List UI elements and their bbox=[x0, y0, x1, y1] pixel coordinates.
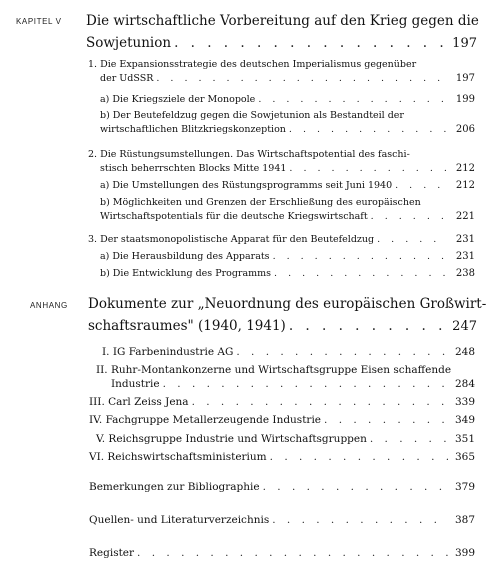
chapter-title-row bbox=[86, 35, 477, 51]
leader-dots bbox=[272, 514, 448, 526]
appendix-item-6-page: 365 bbox=[454, 451, 475, 463]
section-2-row bbox=[100, 163, 475, 174]
section-2b-line2: Wirtschaftspotentials für die deutsche Kriegswirtschaft bbox=[100, 211, 368, 222]
chapter-title-line1: Die wirtschaftliche Vorbereitung auf den Krieg gegen die bbox=[86, 13, 479, 29]
back-matter-1-page: 379 bbox=[454, 481, 475, 493]
section-3-row bbox=[88, 234, 475, 245]
appendix-item-1-page: 248 bbox=[454, 346, 475, 358]
section-2a-row bbox=[100, 180, 475, 191]
section-3b-page: 238 bbox=[455, 268, 475, 279]
leader-dots bbox=[371, 211, 448, 222]
appendix-item-4-page: 349 bbox=[454, 414, 475, 426]
leader-dots bbox=[395, 180, 448, 191]
chapter-page-number: 197 bbox=[452, 36, 477, 51]
section-3b-row bbox=[100, 268, 475, 279]
section-2b-line1: b) Möglichkeiten und Grenzen der Erschließung des europäischen bbox=[100, 197, 421, 208]
section-2b-page: 221 bbox=[455, 211, 475, 222]
back-matter-2-row bbox=[89, 514, 475, 526]
section-2a-text: a) Die Umstellungen des Rüstungsprogramms seit Juni 1940 bbox=[100, 180, 393, 191]
appendix-item-2-line2: Industrie bbox=[111, 378, 160, 390]
leader-dots bbox=[377, 234, 448, 245]
appendix-page-number: 247 bbox=[452, 319, 477, 334]
section-2b-row bbox=[100, 211, 475, 222]
appendix-item-2-row bbox=[111, 378, 475, 390]
section-2-page: 212 bbox=[455, 163, 475, 174]
appendix-item-1-text: I. IG Farbenindustrie AG bbox=[102, 346, 234, 358]
appendix-item-4-row bbox=[89, 414, 475, 426]
leader-dots bbox=[370, 433, 448, 445]
leader-dots bbox=[324, 414, 448, 426]
appendix-item-2-page: 284 bbox=[454, 378, 475, 390]
section-3-text: 3. Der staatsmonopolistische Apparat für den Beutefeldzug bbox=[88, 234, 375, 245]
appendix-item-6-text: VI. Reichswirtschaftsministerium bbox=[89, 451, 267, 463]
section-3a-text: a) Die Herausbildung des Apparats bbox=[100, 251, 270, 262]
appendix-item-3-row bbox=[89, 396, 475, 408]
appendix-item-2-line1: II. Ruhr-Montankonzerne und Wirtschaftsgruppe Eisen schaffende bbox=[96, 364, 452, 376]
back-matter-3-text: Register bbox=[89, 547, 135, 559]
appendix-item-6-row bbox=[89, 451, 475, 463]
section-3b-text: b) Die Entwicklung des Programms bbox=[100, 268, 272, 279]
leader-dots bbox=[289, 318, 449, 334]
section-2-line2: stisch beherrschten Blocks Mitte 1941 bbox=[100, 163, 287, 174]
leader-dots bbox=[289, 124, 448, 135]
leader-dots bbox=[289, 163, 448, 174]
section-1-line1: 1. Die Expansionsstrategie des deutschen Imperialismus gegenüber bbox=[88, 59, 417, 70]
section-1b-row bbox=[100, 124, 475, 135]
appendix-title-line2: schaftsraumes" (1940, 1941) bbox=[88, 318, 286, 334]
section-2-row1 bbox=[88, 149, 475, 160]
section-3a-page: 231 bbox=[455, 251, 475, 262]
section-1a-row bbox=[100, 94, 475, 105]
section-1a-page: 199 bbox=[455, 94, 475, 105]
section-2a-page: 212 bbox=[455, 180, 475, 191]
back-matter-3-page: 399 bbox=[454, 547, 475, 559]
leader-dots bbox=[163, 378, 448, 390]
section-1b-page: 206 bbox=[455, 124, 475, 135]
leader-dots bbox=[137, 547, 448, 559]
section-1-row bbox=[100, 73, 475, 84]
appendix-title-line1: Dokumente zur „Neuordnung des europäischen Großwirt- bbox=[88, 296, 487, 312]
back-matter-2-text: Quellen- und Literaturverzeichnis bbox=[89, 514, 270, 526]
appendix-title-row bbox=[88, 318, 477, 334]
appendix-item-5-row bbox=[96, 433, 475, 445]
appendix-item-3-page: 339 bbox=[454, 396, 475, 408]
leader-dots bbox=[270, 451, 448, 463]
leader-dots bbox=[273, 251, 448, 262]
appendix-item-5-text: V. Reichsgruppe Industrie und Wirtschaftsgruppen bbox=[96, 433, 367, 445]
section-1a-text: a) Die Kriegsziele der Monopole bbox=[100, 94, 256, 105]
section-2-line1: 2. Die Rüstungsumstellungen. Das Wirtschaftspotential des faschi- bbox=[88, 149, 410, 160]
leader-dots bbox=[174, 35, 449, 51]
appendix-label: ANHANG bbox=[30, 301, 68, 310]
back-matter-1-row bbox=[89, 481, 475, 493]
chapter-title-line2: Sowjetunion bbox=[86, 35, 172, 51]
section-1b-line1: b) Der Beutefeldzug gegen die Sowjetunion als Bestandteil der bbox=[100, 110, 404, 121]
leader-dots bbox=[192, 396, 448, 408]
section-3-page: 231 bbox=[455, 234, 475, 245]
appendix-item-5-page: 351 bbox=[454, 433, 475, 445]
back-matter-3-row bbox=[89, 547, 475, 559]
leader-dots bbox=[258, 94, 448, 105]
appendix-item-4-text: IV. Fachgruppe Metallerzeugende Industrie bbox=[89, 414, 322, 426]
section-1-page: 197 bbox=[455, 73, 475, 84]
appendix-item-3-text: III. Carl Zeiss Jena bbox=[89, 396, 189, 408]
back-matter-2-page: 387 bbox=[454, 514, 475, 526]
leader-dots bbox=[274, 268, 448, 279]
chapter-label: KAPITEL V bbox=[16, 17, 62, 26]
back-matter-1-text: Bemerkungen zur Bibliographie bbox=[89, 481, 260, 493]
leader-dots bbox=[236, 346, 448, 358]
section-1-line2: der UdSSR bbox=[100, 73, 154, 84]
section-1b-line2: wirtschaftlichen Blitzkriegskonzeption bbox=[100, 124, 286, 135]
appendix-item-1-row bbox=[102, 346, 475, 358]
leader-dots bbox=[156, 73, 448, 84]
section-3a-row bbox=[100, 251, 475, 262]
leader-dots bbox=[263, 481, 448, 493]
